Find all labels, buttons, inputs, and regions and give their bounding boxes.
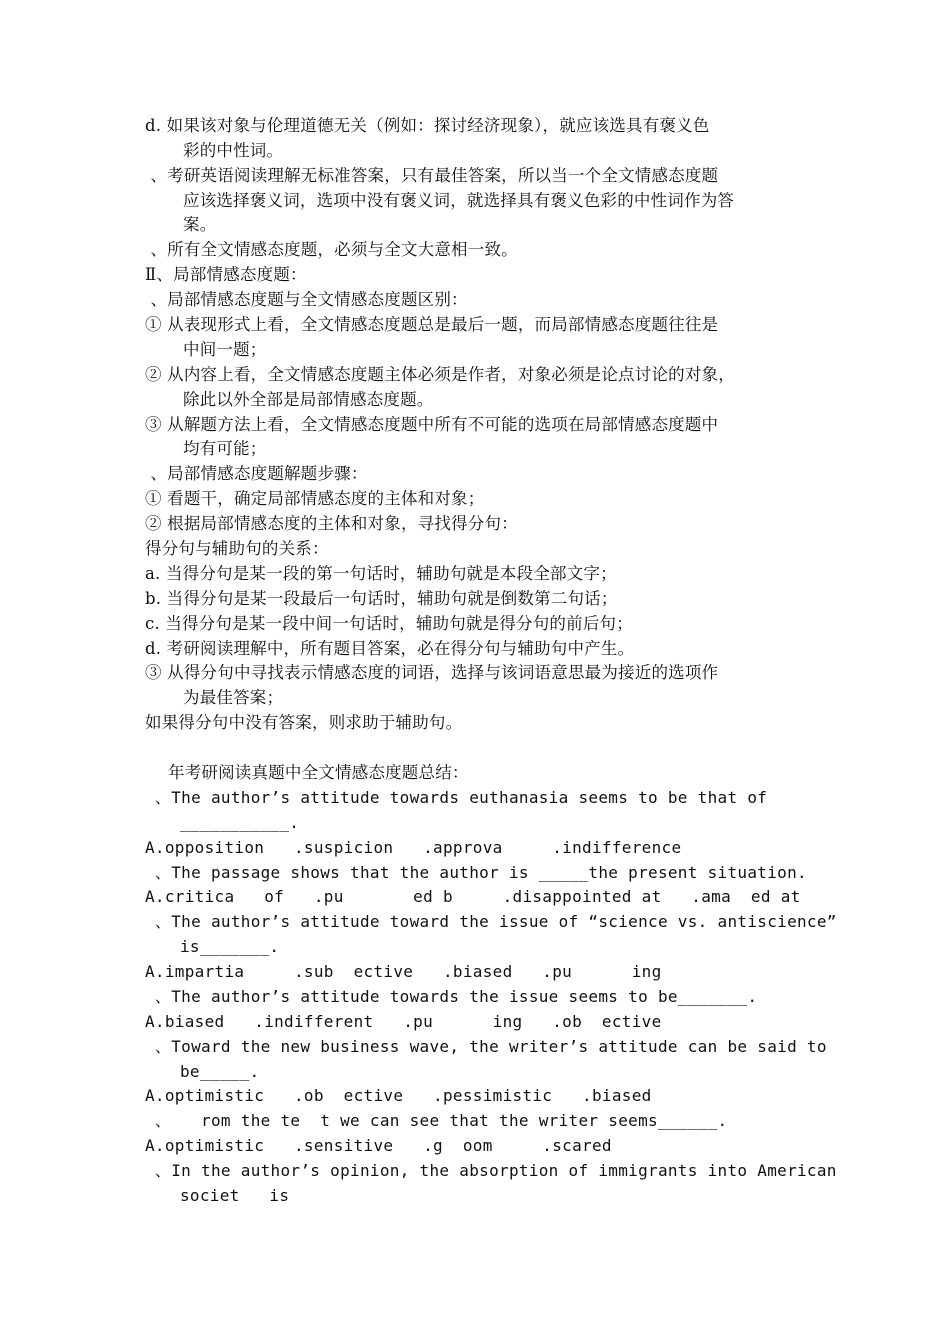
text-line: b. 当得分句是某一段最后一句话时，辅助句就是倒数第二句话；: [145, 589, 618, 608]
text-line: ③ 从解题方法上看，全文情感态度题中所有不可能的选项在局部情感态度题中: [145, 415, 719, 434]
text-line: 彩的中性词。: [183, 141, 284, 160]
text-line: 案。: [183, 215, 217, 234]
options-line: A.optimistic .sensitive .g oom .scared: [145, 1136, 612, 1155]
text-line: 得分句与辅助句的关系：: [145, 539, 329, 558]
text-line: ③ 从得分句中寻找表示情感态度的词语，选择与该词语意思最为接近的选项作: [145, 663, 719, 682]
question-line: is_______.: [180, 937, 280, 956]
text-line: c. 当得分句是某一段中间一句话时，辅助句就是得分句的前后句；: [145, 614, 633, 633]
section-heading: 年考研阅读真题中全文情感态度题总结：: [168, 763, 469, 782]
text-line: 、考研英语阅读理解无标准答案，只有最佳答案，所以当一个全文情感态度题: [145, 166, 719, 185]
options-line: A.opposition .suspicion .approva .indifference: [145, 838, 682, 857]
text-line: 、所有全文情感态度题，必须与全文大意相一致。: [145, 240, 518, 259]
question-line: be_____.: [180, 1062, 260, 1081]
text-line: a. 当得分句是某一段的第一句话时，辅助句就是本段全部文字；: [145, 564, 617, 583]
text-line: ① 看题干，确定局部情感态度的主体和对象；: [145, 489, 485, 508]
section-heading: Ⅱ、局部情感态度题：: [145, 265, 307, 284]
text-line: 应该选择褒义词，选项中没有褒义词，就选择具有褒义色彩的中性词作为答: [183, 191, 735, 210]
text-line: 均有可能；: [183, 439, 267, 458]
text-line: 如果得分句中没有答案，则求助于辅助句。: [145, 713, 463, 732]
text-line: 除此以外全部是局部情感态度题。: [183, 390, 434, 409]
question-line: 、The author’s attitude towards the issue seems to be_______.: [145, 987, 758, 1006]
question-line: 、The author’s attitude towards euthanasia seems to be that of: [145, 788, 768, 807]
options-line: A.optimistic .ob ective .pessimistic .biased: [145, 1086, 652, 1105]
text-line: 、局部情感态度题解题步骤：: [145, 464, 368, 483]
text-line: ① 从表现形式上看，全文情感态度题总是最后一题，而局部情感态度题往往是: [145, 315, 719, 334]
text-line: ② 从内容上看，全文情感态度题主体必须是作者，对象必须是论点讨论的对象，: [145, 365, 735, 384]
text-line: 、局部情感态度题与全文情感态度题区别：: [145, 290, 468, 309]
question-line: societ is: [180, 1186, 290, 1205]
options-line: A.critica of .pu ed b .disappointed at .ama ed at: [145, 887, 801, 906]
text-line: 中间一题；: [183, 340, 267, 359]
question-line: 、The passage shows that the author is _____the present situation.: [145, 863, 807, 882]
question-line: 、 rom the te t we can see that the writer seems______.: [145, 1111, 728, 1130]
text-line: 为最佳答案；: [183, 688, 284, 707]
text-line: d. 考研阅读理解中，所有题目答案，必在得分句与辅助句中产生。: [145, 639, 635, 658]
question-line: 、Toward the new business wave, the writer’s attitude can be said to: [145, 1037, 827, 1056]
question-line: 、In the author’s opinion, the absorption of immigrants into American: [145, 1161, 837, 1180]
question-line: ___________.: [180, 813, 300, 832]
text-line: ② 根据局部情感态度的主体和对象，寻找得分句：: [145, 514, 518, 533]
options-line: A.impartia .sub ective .biased .pu ing: [145, 962, 662, 981]
text-line: d. 如果该对象与伦理道德无关（例如：探讨经济现象），就应该选具有褒义色: [145, 116, 710, 135]
question-line: 、The author’s attitude toward the issue of “science vs. antiscience”: [145, 912, 837, 931]
options-line: A.biased .indifferent .pu ing .ob ective: [145, 1012, 662, 1031]
